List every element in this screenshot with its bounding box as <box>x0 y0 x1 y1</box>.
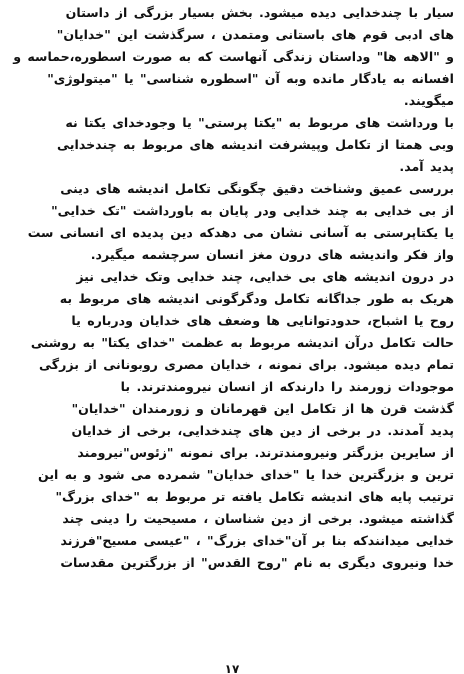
text-line: بررسی عمیق وشناخت دقیق چگونگی تکامل اندیشه های دینی <box>60 181 454 196</box>
text-line: پدید آمدند. در برخی از دین های چندخدایی، برخی از خدایان <box>71 423 454 438</box>
text-line: یا یکتاپرستی به آسانی نشان می دهدکه دین پدیده ای انسانی ست <box>27 225 454 240</box>
text-line: با ورداشت های مربوط به "یکتا پرستی" یا وجودخدای یکتا نه <box>65 115 454 130</box>
text-line: تمام دیده میشود. برای نمونه ، خدایان مصری روبونانی از بزرگی <box>39 357 454 372</box>
text-line: و "الاهه ها" وداستان زندگی آنهاست که به صورت اسطوره،حماسه و <box>13 49 454 64</box>
text-line: ترین و بزرگترین خدا یا "خدای خدایان" شمرده می شود و به این <box>38 467 454 482</box>
text-line: روح یا اشباح، حدودتوانایی ها وضعف های خدایان ودرباره یا <box>71 313 454 328</box>
text-line: های ادبی قوم های باستانی ومتمدن ، سرگذشت این "خدایان" <box>56 27 454 42</box>
text-line: ترتیب پایه های اندیشه تکامل یافته تر مربوط به "خدای بزرگ" <box>55 489 454 504</box>
text-line: حالت تکامل درآن اندیشه مربوط به عظمت "خدای یکتا" به روشنی <box>30 335 454 350</box>
text-line: وبی همتا از تکامل وپیشرفت اندیشه های مربوط به چندخدایی <box>57 137 454 152</box>
text-line: پدید آمد. <box>399 159 454 174</box>
body-text <box>10 2 454 574</box>
text-line: موجودات زورمند را دارندکه از انسان نیرومندترند. با <box>120 379 454 394</box>
text-line: واز فکر واندیشه های درون مغز انسان سرچشمه میگیرد. <box>90 247 454 262</box>
text-line: گذشت قرن ها از تکامل این قهرمانان و زورمندان "خدایان" <box>71 401 454 416</box>
text-line: از سایرین بزرگتر ونیرومندترند. برای نمونه "زئوس"نیرومند <box>77 445 454 460</box>
text-line: در درون اندیشه های بی خدایی، چند خدایی وتک خدایی نیز <box>76 269 454 284</box>
page-number: ۱۷ <box>224 662 240 674</box>
text-line: سیار با چندخدایی دیده میشود. بخش بسیار بزرگی از داستان <box>65 5 454 20</box>
text-line: از بی خدایی به چند خدایی ودر پایان به باورداشت "تک خدایی" <box>51 203 454 218</box>
text-line: هریک به طور جداگانه تکامل ودگرگونی اندیشه های مربوط به <box>59 291 454 306</box>
text-line: میگویند. <box>403 93 454 108</box>
text-line: افسانه به یادگار مانده وبه آن "اسطوره شناسی" یا "میتولوژی" <box>47 71 454 86</box>
text-line: خدایی میدانندکه بنا بر آن"خدای بزرگ" ، "عیسی مسیح"فرزند <box>60 533 454 548</box>
text-line: گذاشته میشود. برخی از دین شناسان ، مسیحیت را دینی چند <box>62 511 454 526</box>
text-line: خدا ونیروی دیگری به نام "روح القدس" از بزرگترین مقدسات <box>60 555 454 570</box>
